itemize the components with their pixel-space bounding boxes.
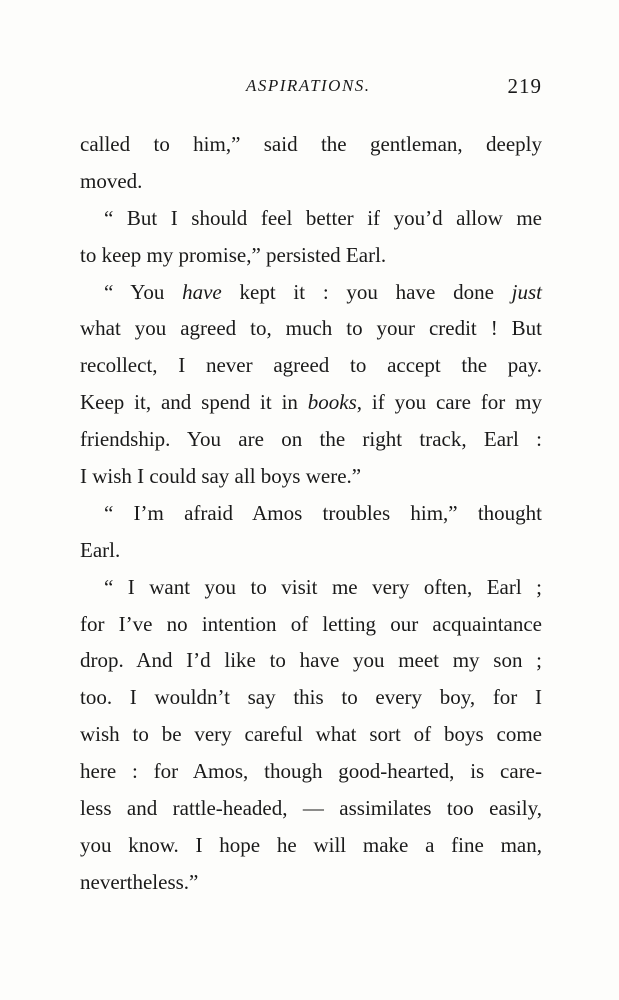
text-line: moved.: [80, 168, 143, 193]
text-line: nevertheless.”: [80, 869, 199, 894]
text-line: for I’ve no intention of letting our acquaintance: [80, 611, 542, 636]
text-line: Keep it, and spend it in books, if you care for my: [80, 390, 542, 415]
text-line: “ You have kept it : you have done just: [104, 279, 542, 304]
text-line: wish to be very careful what sort of boys come: [80, 722, 542, 747]
text-line: here : for Amos, though good-hearted, is care-: [80, 759, 542, 784]
text-line: you know. I hope he will make a fine man,: [80, 832, 542, 857]
text-line: drop. And I’d like to have you meet my son ;: [80, 648, 542, 673]
running-title: ASPIRATIONS.: [246, 76, 371, 95]
text-line: what you agreed to, much to your credit ! But: [80, 316, 542, 341]
text-line: too. I wouldn’t say this to every boy, for I: [80, 685, 542, 710]
emphasis: books: [307, 390, 357, 415]
text-line: called to him,” said the gentleman, deeply: [80, 132, 542, 156]
text-line: less and rattle-headed, — assimilates too easily,: [80, 796, 542, 821]
text-line: “ I want you to visit me very often, Earl ;: [104, 574, 542, 599]
text-line: “ But I should feel better if you’d allow me: [104, 205, 542, 230]
body-text: [80, 126, 542, 901]
text-line: Earl.: [80, 537, 121, 562]
text-line: I wish I could say all boys were.”: [80, 464, 362, 489]
page-number: 219: [507, 74, 542, 98]
running-header: [80, 74, 542, 102]
emphasis: have: [182, 279, 222, 304]
emphasis: just: [511, 279, 542, 304]
text-line: recollect, I never agreed to accept the pay.: [80, 353, 542, 378]
text-line: to keep my promise,” persisted Earl.: [80, 242, 387, 267]
text-line: friendship. You are on the right track, Earl :: [80, 427, 542, 452]
text-line: “ I’m afraid Amos troubles him,” thought: [104, 500, 542, 525]
